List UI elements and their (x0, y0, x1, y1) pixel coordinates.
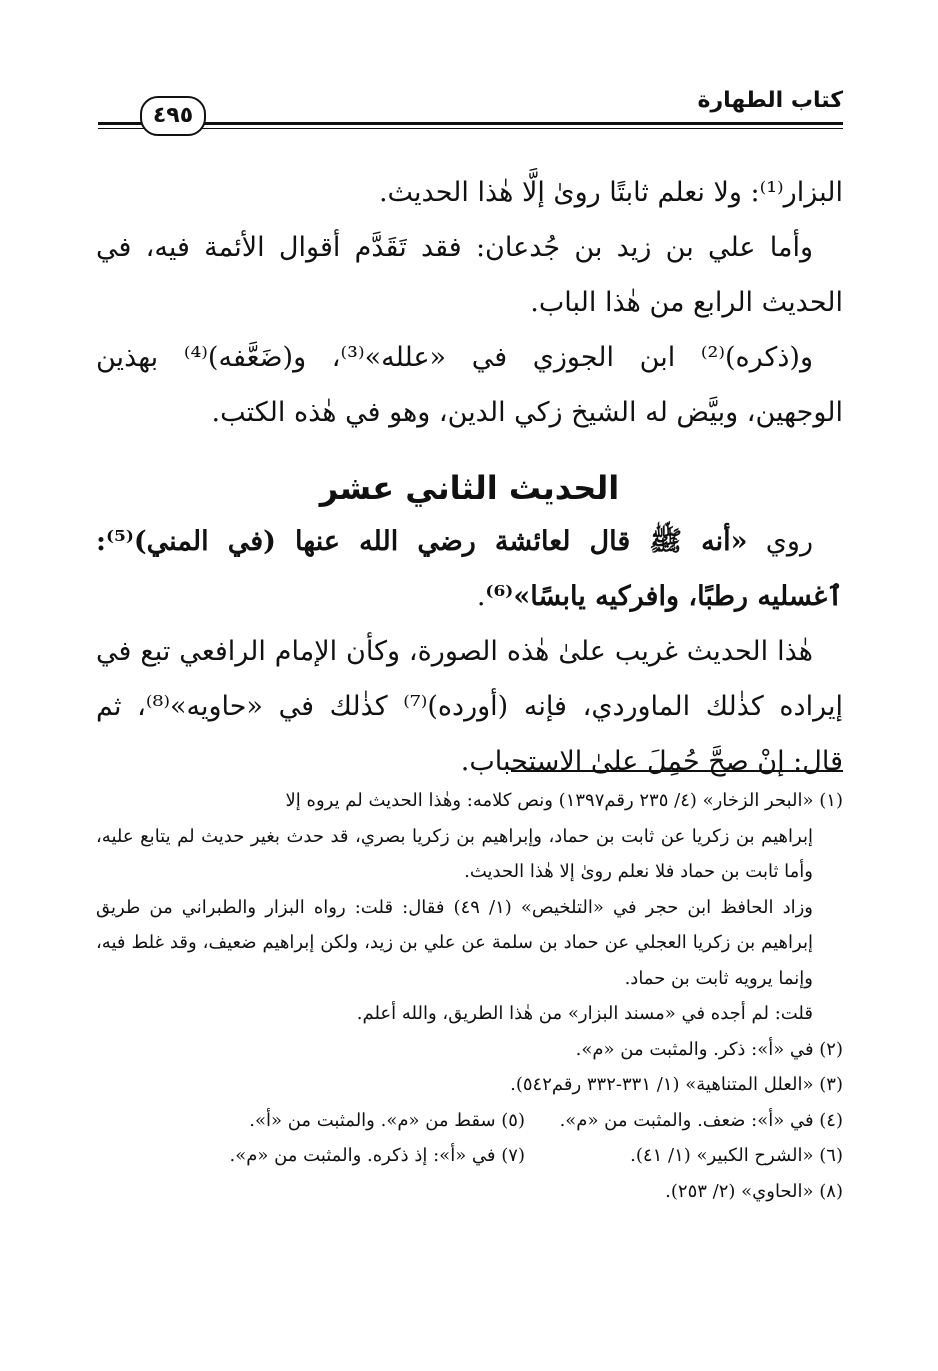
hadith-paragraph (96, 514, 843, 624)
hadith-text: «أنه ﷺ قال لعائشة رضي الله عنها (في المني)⁽⁵⁾: ٱغسليه رطبًا، وافركيه يابسًا»⁽⁶⁾ (96, 526, 843, 612)
footnotes (96, 783, 843, 1209)
footnote-row (96, 1138, 843, 1174)
footnote-2: (٢) في «أ»: ذكر. والمثبت من «م». (575, 1038, 843, 1060)
main-text (96, 165, 843, 789)
footnote-3: (٣) «العلل المتناهية» (١/ ٣٣١-٣٣٢ رقم٥٤٢). (510, 1074, 843, 1095)
hadith-intro: روي (747, 526, 813, 557)
hadith-end: . (476, 581, 486, 612)
page-header (98, 86, 843, 130)
footnote-row (96, 1103, 843, 1139)
footnote-7: (٧) في «أ»: إذ ذكره. والمثبت من «م». (229, 1145, 525, 1166)
book-title: كتاب الطهارة (697, 88, 843, 113)
page-number: ٤٩٥ (140, 96, 206, 136)
section-title: الحديث الثاني عشر (319, 469, 620, 507)
footnote-1-continued: إبراهيم بن زكريا عن ثابت بن حماد، وإبراهيم بن زكريا بصري، قد حدث بغير حديث لم يتابع عليه، وأما ثابت بن حماد فلا نعلم روىٰ إلا هٰذا الحديث. (96, 825, 813, 882)
footnote-6: (٦) «الشرح الكبير» (١/ ٤١). (630, 1145, 843, 1166)
header-rule-thin (98, 128, 843, 129)
footnote-1: (١) «البحر الزخار» (٤/ ٢٣٥ رقم١٣٩٧) ونص كلامه: وهٰذا الحديث لم يروه إلا (285, 790, 843, 811)
paragraph: و(ذكره)⁽²⁾ ابن الجوزي في «علله»⁽³⁾، و(ضَعَّفه)⁽⁴⁾ بهذين الوجهين، وبيَّض له الشيخ زكي الدين، وهو في هٰذه الكتب. (96, 342, 843, 428)
footnote-1-addition: وزاد الحافظ ابن حجر في «التلخيص» (١/ ٤٩) فقال: قلت: رواه البزار والطبراني من طريق إبراهيم بن زكريا العجلي عن حماد بن سلمة عن علي بن زيد، ولكن إبراهيم ضعيف، وقد غلط فيه، وإنما يرويه ثابت بن حماد. (96, 896, 813, 989)
paragraph: وأما علي بن زيد بن جُدعان: فقد تَقَدَّم أقوال الأئمة فيه، في الحديث الرابع من هٰذا الباب. (96, 232, 843, 318)
paragraph: البزار⁽¹⁾: ولا نعلم ثابتًا رویٰ إلَّا هٰذا الحديث. (378, 177, 843, 208)
paragraph: هٰذا الحديث غريب علىٰ هٰذه الصورة، وكأن الإمام الرافعي تبع في إيراده كذٰلك الماوردي، فإنه (أورده)⁽⁷⁾ كذٰلك في «حاويه»⁽⁸⁾، ثم قال: إنْ صحَّ حُمِلَ علىٰ الاستحباب. (96, 636, 843, 777)
footnote-4: (٤) في «أ»: ضعف. والمثبت من «م». (559, 1109, 843, 1131)
footnote-1-remark: قلت: لم أجده في «مسند البزار» من هٰذا الطريق، والله أعلم. (356, 1003, 813, 1024)
header-rule (98, 122, 843, 125)
footnote-8: (٨) «الحاوي» (٢/ ٢٥٣). (665, 1180, 843, 1202)
footnote-separator (511, 770, 843, 772)
footnote-5: (٥) سقط من «م». والمثبت من «أ». (249, 1109, 525, 1131)
